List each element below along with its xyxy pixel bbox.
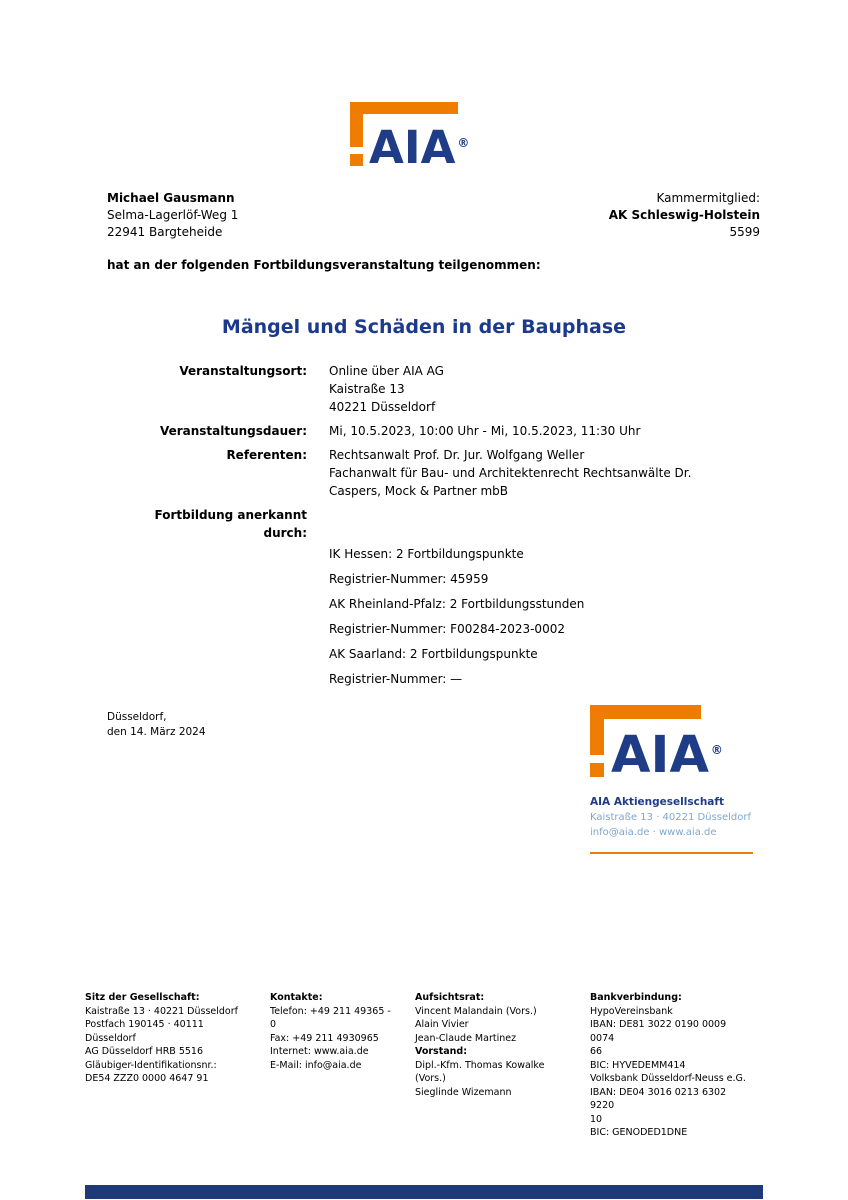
registered-trademark-icon: ® [457,136,470,150]
detail-line: Online über AIA AG [329,364,444,378]
company-block [590,705,753,854]
footer-heading-board: Vorstand: [415,1046,468,1057]
footer-line: Postfach 190145 · 40111 [85,1019,204,1030]
footer-col-bank [590,991,763,1140]
membership-chamber: AK Schleswig-Holstein [608,208,760,222]
footer-contact-lines [270,1005,405,1073]
footer-bank-lines [590,1005,753,1140]
footer-line: AG Düsseldorf HRB 5516 [85,1046,204,1057]
footer-seat-lines [85,1005,260,1086]
detail-line: Caspers, Mock & Partner mbB [329,484,508,498]
logo-bracket-square [350,154,363,166]
event-details [107,362,763,542]
company-name: AIA Aktiengesellschaft [590,796,724,808]
recipient-name: Michael Gausmann [107,191,235,205]
footer-line: 10 [590,1113,603,1125]
logo-bracket-top [590,705,701,719]
footer-board-lines [415,1059,580,1100]
footer-line: IBAN: DE04 3016 0213 6302 9220 [590,1086,727,1111]
detail-value-duration: Mi, 10.5.2023, 10:00 Uhr - Mi, 10.5.2023, 11:30 Uhr [329,424,641,438]
footer-line: 66 [590,1046,603,1057]
bottom-accent-bar [85,1185,763,1199]
footer-line: Telefon: +49 211 49365 - [270,1005,391,1017]
footer-line: BIC: HYVEDEMM414 [590,1059,686,1071]
footer-line: Düsseldorf [85,1032,136,1044]
credit-line: Registrier-Nummer: — [329,672,463,686]
footer-col-boards [415,991,590,1140]
credit-line: AK Saarland: 2 Fortbildungspunkte [329,647,538,661]
recipient-street: Selma-Lagerlöf-Weg 1 [107,208,239,222]
footer-imprint [85,991,763,1140]
detail-value-speakers [329,446,763,500]
footer-line: Dipl.-Kfm. Thomas Kowalke [415,1059,545,1071]
footer-heading-supervisory: Aufsichtsrat: [415,992,485,1003]
footer-heading-contacts: Kontakte: [270,992,323,1003]
registered-trademark-icon: ® [710,743,723,757]
credit-line: Registrier-Nummer: F00284-2023-0002 [329,622,565,636]
credit-line: IK Hessen: 2 Fortbildungspunkte [329,547,524,561]
footer-col-contacts [270,991,415,1140]
signature-place: Düsseldorf, [107,711,167,723]
participation-statement: hat an der folgenden Fortbildungsveranstaltung teilgenommen: [107,258,541,272]
footer-col-seat [85,991,270,1140]
footer-line: IBAN: DE81 3022 0190 0009 0074 [590,1019,727,1044]
footer-line: 0 [270,1019,277,1030]
logo-bracket-top [350,102,458,114]
logo-bracket-left [590,705,604,755]
detail-value-recognition [329,506,763,542]
footer-supervisory-lines [415,1005,580,1046]
signature-date: den 14. März 2024 [107,726,206,738]
footer-line: Jean-Claude Martinez [415,1032,517,1044]
logo-wordmark [611,726,723,785]
orange-divider [590,852,753,854]
detail-label-recognition: Fortbildung anerkannt durch: [154,508,307,540]
footer-line: Volksbank Düsseldorf-Neuss e.G. [590,1073,746,1084]
detail-line: Kaistraße 13 [329,382,405,396]
place-date-block [107,710,206,740]
credits-list [329,545,584,695]
footer-heading-seat: Sitz der Gesellschaft: [85,992,200,1003]
footer-heading-bank: Bankverbindung: [590,992,682,1003]
detail-line: Fachanwalt für Bau- und Architektenrecht Rechtsanwälte Dr. [329,466,692,480]
company-contact: info@aia.de · www.aia.de [590,827,717,838]
footer-line: Internet: www.aia.de [270,1046,369,1057]
footer-line: Fax: +49 211 4930965 [270,1032,379,1044]
credit-line: Registrier-Nummer: 45959 [329,572,489,586]
logo-text: AIA [369,121,456,174]
footer-line: Kaistraße 13 · 40221 Düsseldorf [85,1005,238,1017]
logo-bracket-left [350,102,363,147]
event-title: Mängel und Schäden in der Bauphase [221,316,627,338]
aia-logo [590,705,742,785]
footer-line: Vincent Malandain (Vors.) [415,1005,537,1017]
detail-line: 40221 Düsseldorf [329,400,436,414]
aia-logo [350,102,498,174]
footer-line: (Vors.) [415,1073,446,1084]
membership-number: 5599 [729,225,760,239]
footer-line: Alain Vivier [415,1019,469,1030]
detail-label-speakers: Referenten: [226,448,307,462]
detail-label-duration: Veranstaltungsdauer: [159,424,307,438]
detail-value-location [329,362,763,416]
membership-label: Kammermitglied: [656,191,760,205]
footer-line: HypoVereinsbank [590,1005,673,1017]
footer-line: Sieglinde Wizemann [415,1086,512,1098]
recipient-address [107,190,238,241]
logo-text: AIA [611,726,709,785]
credit-line: AK Rheinland-Pfalz: 2 Fortbildungsstunden [329,597,585,611]
detail-line: Rechtsanwalt Prof. Dr. Jur. Wolfgang Weller [329,448,585,462]
footer-line: DE54 ZZZ0 0000 4647 91 [85,1073,209,1084]
company-address: Kaistraße 13 · 40221 Düsseldorf [590,812,752,823]
logo-wordmark [369,121,470,174]
logo-bracket-square [590,763,604,777]
recipient-city: 22941 Bargteheide [107,225,223,239]
footer-line: E-Mail: info@aia.de [270,1059,362,1071]
detail-label-location: Veranstaltungsort: [179,364,307,378]
footer-line: Gläubiger-Identifikationsnr.: [85,1059,217,1071]
membership-block [609,190,760,241]
footer-line: BIC: GENODED1DNE [590,1127,688,1138]
